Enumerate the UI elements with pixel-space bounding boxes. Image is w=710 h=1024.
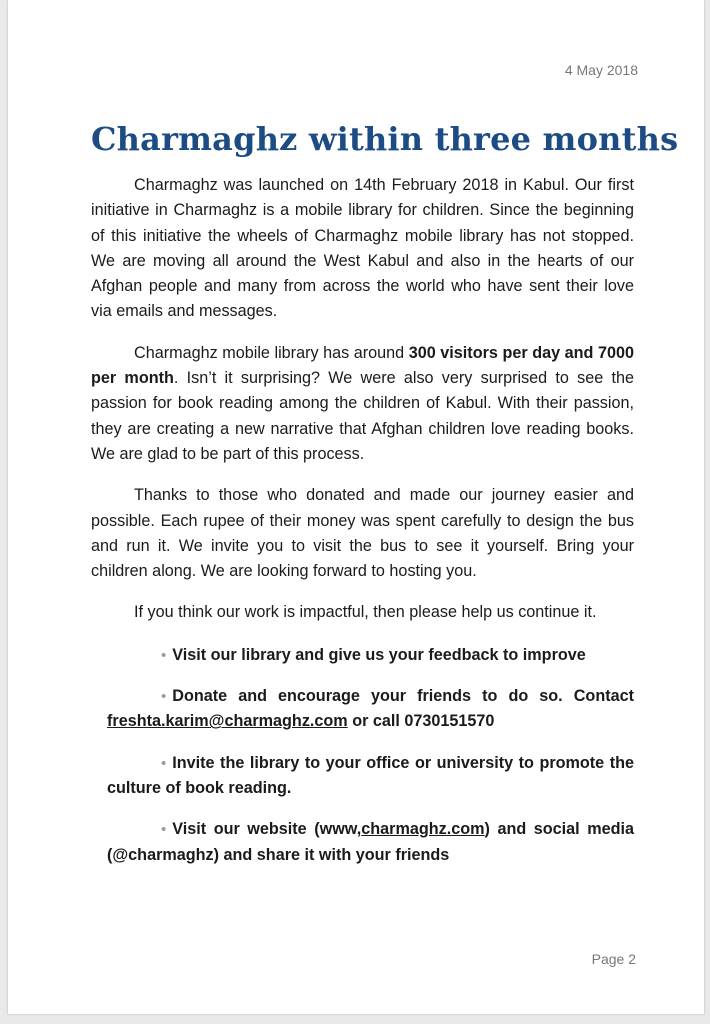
action-list	[91, 643, 634, 868]
document-body	[91, 173, 634, 884]
list-item-text: ) and social media (@charmaghz) and share it with your friends	[107, 820, 634, 864]
paragraph-visitors-end: . Isn’t it surprising? We were also very surprised to see the passion for book reading among the children of Kabul. With their passion, they are creating a new narrative that Afghan children love reading books. We are glad to be part of this process.	[91, 369, 634, 463]
bullet-icon: •	[161, 754, 167, 772]
header-date: 4 May 2018	[564, 62, 638, 78]
list-item-donate	[107, 684, 634, 735]
bullet-icon: •	[161, 821, 167, 839]
document-page	[8, 0, 704, 1014]
list-item-text: Invite the library to your office or university to promote the culture of book reading.	[107, 753, 634, 797]
visitors-highlight: 300 visitors per day and 7000 per month	[91, 343, 634, 388]
list-item-text: Donate and encourage your friends to do so. Contact	[172, 687, 634, 706]
list-item-website	[107, 817, 634, 868]
paragraph-call-to-action: If you think our work is impactful, then please help us continue it.	[134, 603, 597, 622]
page-title: Charmaghz within three months	[91, 120, 679, 158]
bullet-icon: •	[161, 688, 167, 706]
email-link[interactable]: freshta.karim@charmaghz.com	[107, 712, 348, 731]
paragraph-visitors-start: Charmaghz mobile library has around	[134, 343, 409, 362]
list-item-visit-library	[107, 643, 634, 668]
list-item-text: Visit our library and give us your feedback to improve	[172, 645, 586, 664]
paragraph-donors: Thanks to those who donated and made our journey easier and possible. Each rupee of their money was spent carefully to design the bus and run it. We invite you to visit the bus to see it yourself. Bring your children along. We are looking forward to hosting you.	[91, 486, 634, 581]
list-item-text: Visit our website (www,	[172, 820, 362, 839]
bullet-icon: •	[161, 646, 167, 664]
paragraph-visitors	[91, 341, 634, 467]
paragraph-launch: Charmaghz was launched on 14th February 2018 in Kabul. Our first initiative in Charmaghz is a mobile library for children. Since the beginning of this initiative the wheels of Charmaghz mobile library has not stopped. We are moving all around the West Kabul and also in the hearts of our Afghan people and many from across the world who have sent their love via emails and messages.	[91, 176, 634, 321]
list-item-invite	[107, 751, 634, 802]
website-link[interactable]: charmaghz.com	[361, 820, 485, 839]
page-number: Page 2	[591, 951, 636, 967]
list-item-text: or call 0730151570	[347, 712, 495, 731]
